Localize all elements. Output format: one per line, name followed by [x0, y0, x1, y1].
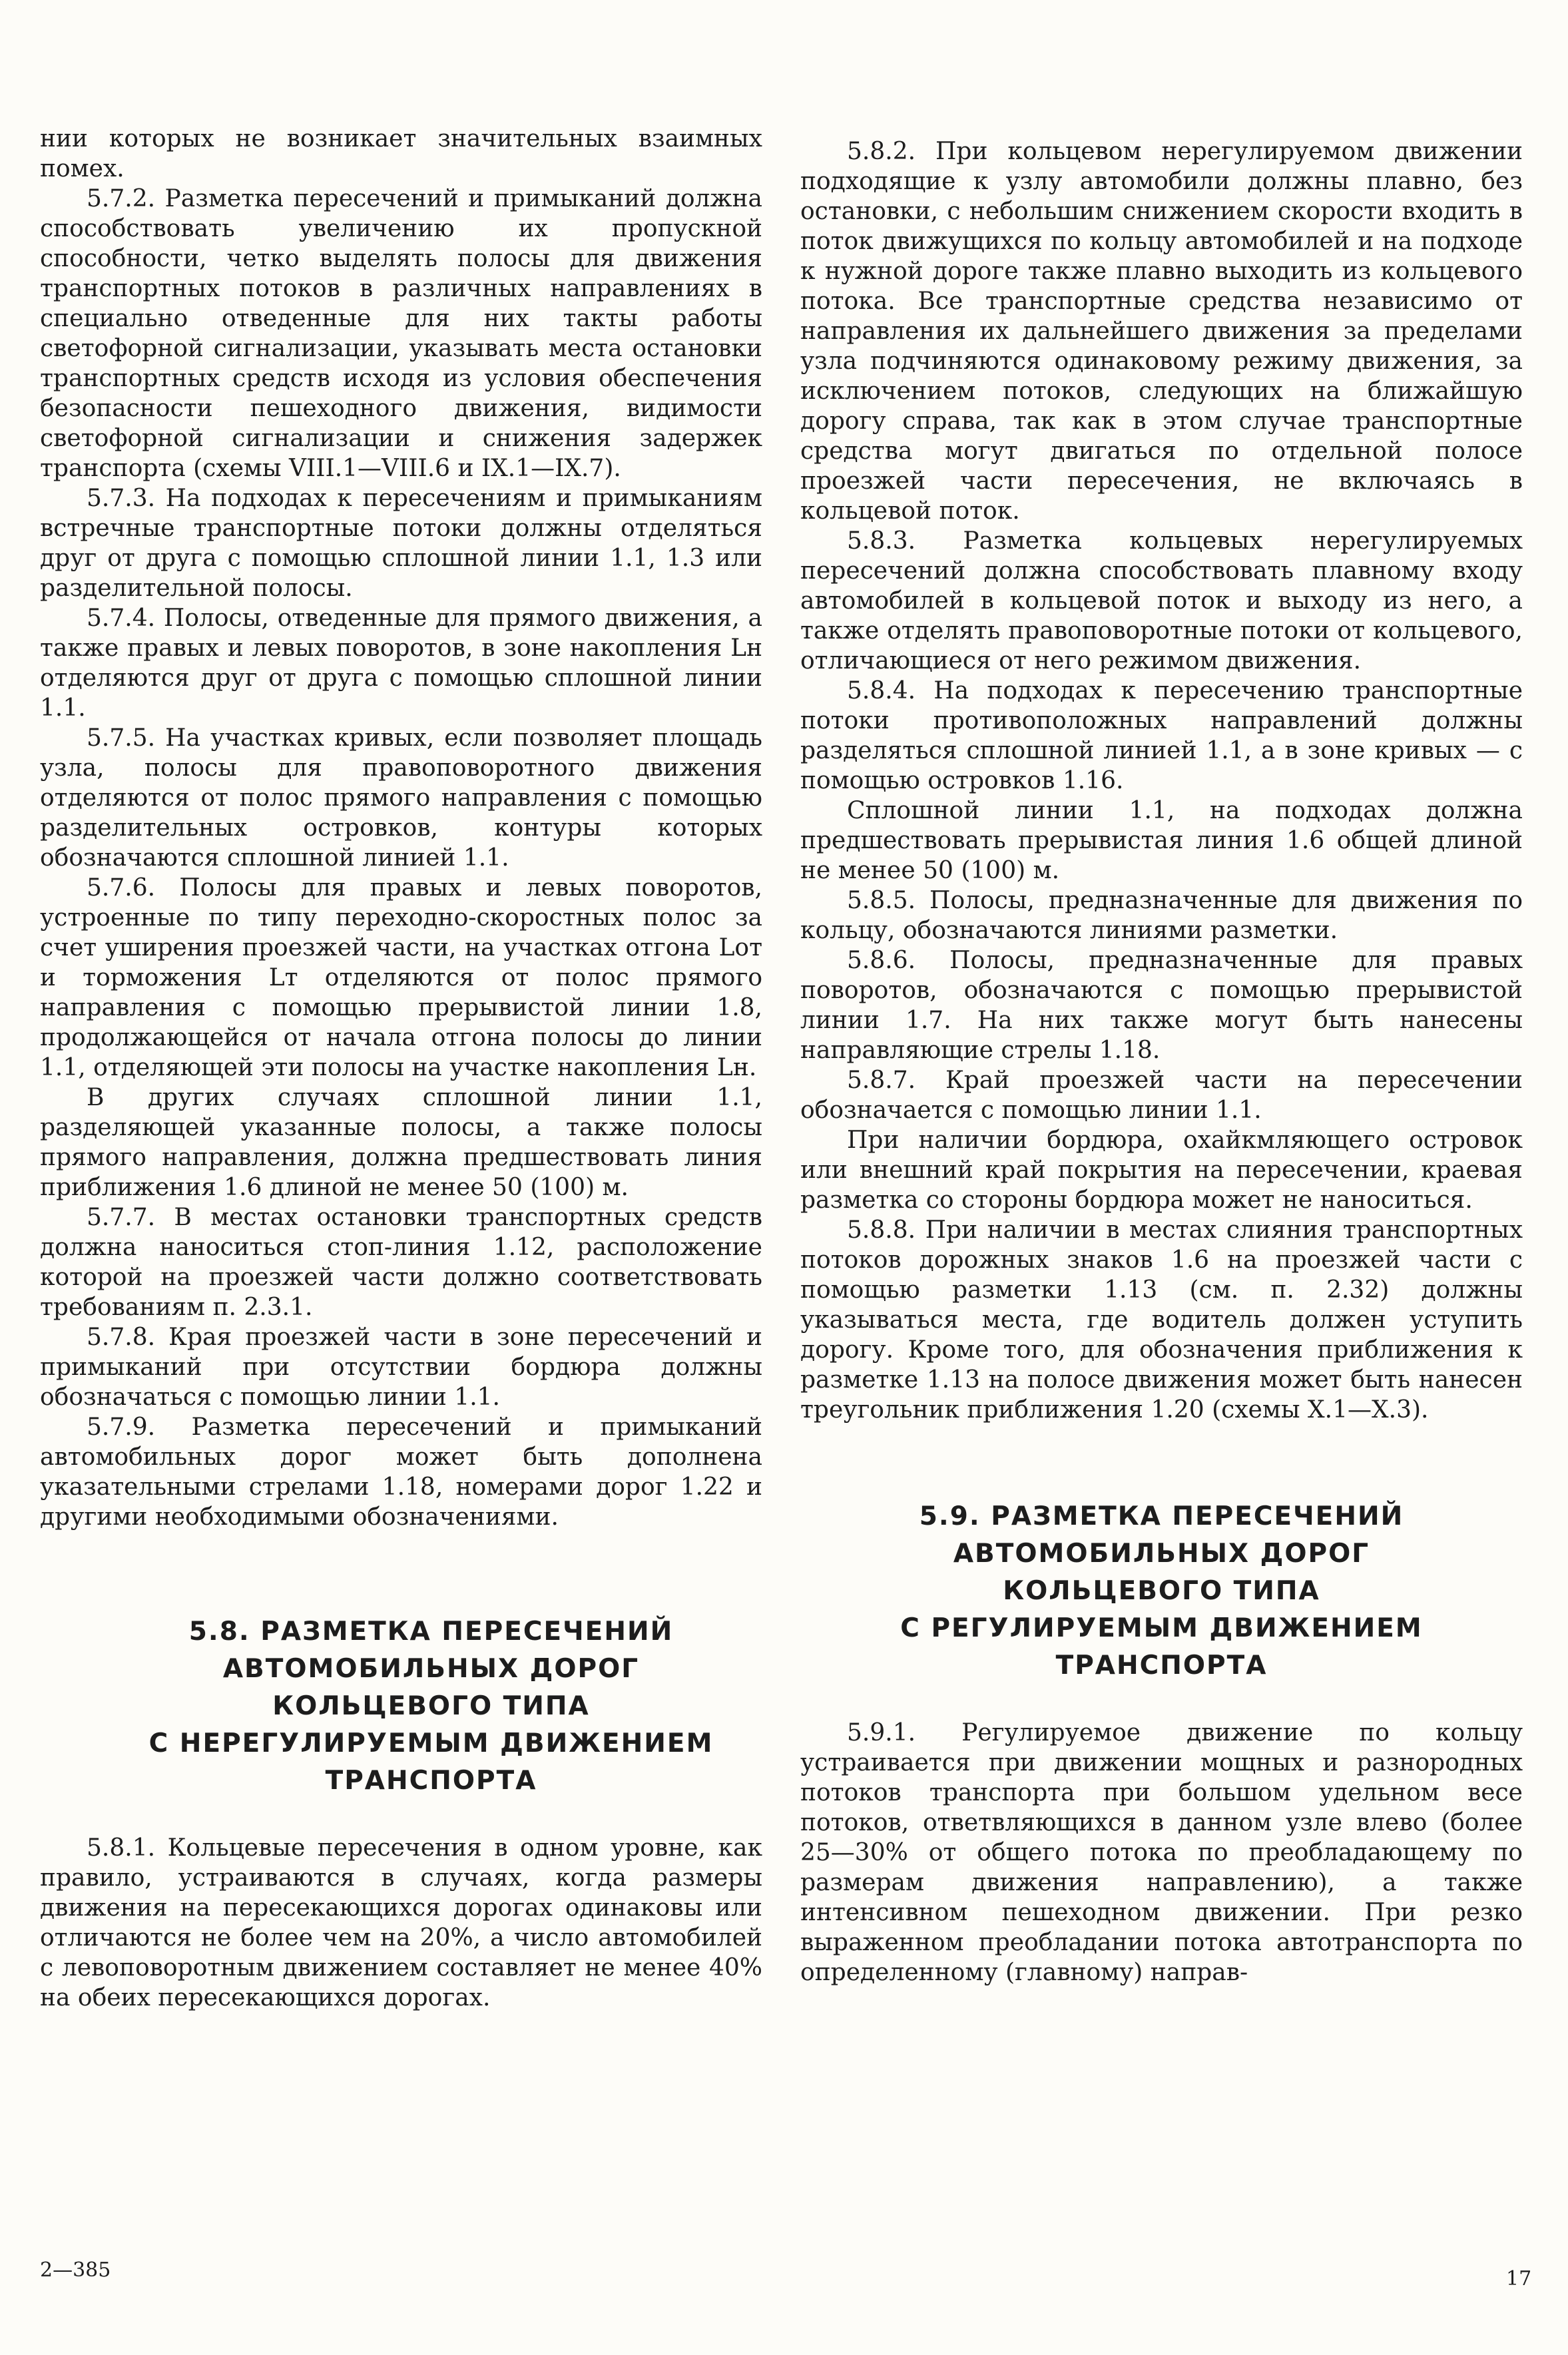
paragraph: 5.8.2. При кольцевом нерегулируемом движении подходящие к узлу автомобили должны плавно, без остановки, с небольшим снижением скорости входить в поток движущихся по кольцу автомобилей и на подходе к нужной дороге также плавно выходить из кольцевого потока. Все транспортные средства независимо от направления их дальнейшего движения за пределами узла подчиняются одинаковому режиму движения, за исключением потоков, следующих на ближайшую дорогу справа, так как в этом случае транспортные средства могут двигаться по отдельной полосе проезжей части пересечения, не включаясь в кольцевой поток.	[800, 138, 1523, 525]
paragraph: 5.8.6. Полосы, предназначенные для правых поворотов, обозначаются с помощью прерывистой линии 1.7. На них также могут быть нанесены направляющие стрелы 1.18.	[800, 947, 1523, 1064]
heading-line: ТРАНСПОРТА	[1055, 1651, 1268, 1681]
heading-line: С НЕРЕГУЛИРУЕМЫМ ДВИЖЕНИЕМ	[148, 1728, 714, 1758]
paragraph: нии которых не возникает значительных взаимных помех.	[40, 125, 762, 182]
paragraph: 5.7.4. Полосы, отведенные для прямого движения, а также правых и левых поворотов, в зоне накопления Lн отделяются друг от друга с помощью сплошной линии 1.1.	[40, 605, 762, 722]
paragraph: 5.7.6. Полосы для правых и левых поворотов, устроенные по типу переходно-скоростных полос за счет уширения проезжей части, на участках отгона Lот и торможения Lт отделяются от полос прямого направления с помощью прерывистой линии 1.8, продолжающейся от начала отгона полосы до линии 1.1, отделяющей эти полосы на участке накопления Lн.	[40, 874, 762, 1081]
heading-line: КОЛЬЦЕВОГО ТИПА	[272, 1691, 590, 1721]
heading-line: 5.9. РАЗМЕТКА ПЕРЕСЕЧЕНИЙ	[919, 1501, 1404, 1531]
paragraph: 5.8.7. Край проезжей части на пересечении обозначается с помощью линии 1.1.	[800, 1067, 1523, 1124]
paragraph: При наличии бордюра, охайкмляющего островок или внешний край покрытия на пересечении, краевая разметка со стороны бордюра может не наноситься.	[800, 1127, 1523, 1214]
paragraph: 5.7.7. В местах остановки транспортных средств должна наноситься стоп-линия 1.12, расположение которой на проезжей части должно соответствовать требованиям п. 2.3.1.	[40, 1204, 762, 1321]
left-column	[40, 124, 762, 2013]
paragraph: 5.8.5. Полосы, предназначенные для движения по кольцу, обозначаются линиями разметки.	[800, 887, 1523, 944]
heading-line: 5.8. РАЗМЕТКА ПЕРЕСЕЧЕНИЙ	[188, 1617, 674, 1647]
paragraph: 5.7.3. На подходах к пересечениям и примыканиям встречные транспортные потоки должны отделяться друг от друга с помощью сплошной линии 1.1, 1.3 или разделительной полосы.	[40, 485, 762, 602]
paragraph: 5.8.3. Разметка кольцевых нерегулируемых пересечений должна способствовать плавному входу автомобилей в кольцевой поток и выходу из него, а также отделять правоповоротные потоки от кольцевого, отличающиеся от него режимом движения.	[800, 527, 1523, 674]
heading-line: КОЛЬЦЕВОГО ТИПА	[1003, 1576, 1320, 1606]
section-heading-5-8	[100, 1613, 762, 1800]
heading-line: АВТОМОБИЛЬНЫХ ДОРОГ	[222, 1654, 640, 1684]
paragraph: 5.8.1. Кольцевые пересечения в одном уровне, как правило, устраиваются в случаях, когда размеры движения на пересекающихся дорогах одинаковы или отличаются не более чем на 20%, а число автомобилей с левоповоротным движением составляет не менее 40% на обеих пересекающихся дорогах.	[40, 1834, 762, 2011]
paragraph: 5.7.2. Разметка пересечений и примыканий должна способствовать увеличению их пропускной способности, четко выделять полосы для движения транспортных потоков в различных направлениях в специально отведенные для них такты работы светофорной сигнализации, указывать места остановки транспортных средств исходя из условия обеспечения безопасности пешеходного движения, видимости светофорной сигнализации и снижения задержек транспорта (схемы VIII.1—VIII.6 и IX.1—IX.7).	[40, 185, 762, 482]
paragraph: 5.7.8. Края проезжей части в зоне пересечений и примыканий при отсутствии бордюра должны обозначаться с помощью линии 1.1.	[40, 1324, 762, 1411]
paragraph: В других случаях сплошной линии 1.1, разделяющей указанные полосы, а также полосы прямого направления, должна предшествовать линия приближения 1.6 длиной не менее 50 (100) м.	[40, 1084, 762, 1201]
section-heading-5-9	[800, 1498, 1523, 1685]
heading-line: АВТОМОБИЛЬНЫХ ДОРОГ	[953, 1539, 1370, 1569]
heading-line: ТРАНСПОРТА	[325, 1766, 537, 1796]
paragraph: 5.7.5. На участках кривых, если позволяет площадь узла, полосы для правоповоротного движения отделяются от полос прямого направления с помощью разделительных островков, контуры которых обозначаются сплошной линией 1.1.	[40, 724, 762, 872]
paragraph: 5.7.9. Разметка пересечений и примыканий автомобильных дорог может быть дополнена указательными стрелами 1.18, номерами дорог 1.22 и другими необходимыми обозначениями.	[40, 1414, 762, 1531]
page-number: 17	[1506, 2267, 1532, 2290]
signature-code: 2—385	[40, 2258, 111, 2282]
paragraph: 5.8.4. На подходах к пересечению транспортные потоки противоположных направлений должны разделяться сплошной линией 1.1, а в зоне кривых — с помощью островков 1.16.	[800, 677, 1523, 794]
heading-line: С РЕГУЛИРУЕМЫМ ДВИЖЕНИЕМ	[900, 1613, 1423, 1643]
paragraph: 5.9.1. Регулируемое движение по кольцу устраивается при движении мощных и разнородных потоков транспорта при большом удельном весе потоков, ответвляющихся в данном узле влево (более 25—30% от общего потока по преобладающему по размерам движения направлению), а также интенсивном пешеходном движении. При резко выраженном преобладании потока автотранспорта по определенному (главному) направ-	[800, 1719, 1523, 1986]
paragraph: 5.8.8. При наличии в местах слияния транспортных потоков дорожных знаков 1.6 на проезжей части с помощью разметки 1.13 (см. п. 2.32) должны указываться места, где водитель должен уступить дорогу. Кроме того, для обозначения приближения к разметке 1.13 на полосе движения может быть нанесен треугольник приближения 1.20 (схемы X.1—X.3).	[800, 1216, 1523, 1424]
right-column	[800, 136, 1523, 1987]
paragraph: Сплошной линии 1.1, на подходах должна предшествовать прерывистая линия 1.6 общей длиной не менее 50 (100) м.	[800, 797, 1523, 884]
